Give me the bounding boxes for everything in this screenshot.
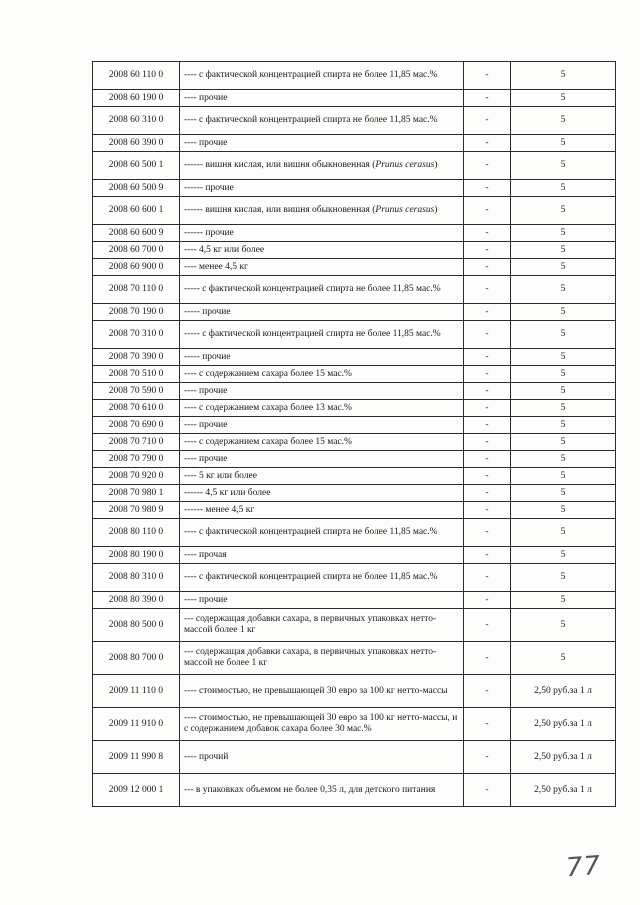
table-row — [93, 366, 616, 383]
unit-cell: - — [464, 242, 511, 259]
rate-cell: 5 — [511, 519, 616, 547]
code-cell: 2008 60 190 0 — [93, 90, 180, 107]
rate-cell: 5 — [511, 180, 616, 197]
handwritten-page-number: 77 — [564, 850, 603, 884]
code-cell: 2008 70 190 0 — [93, 304, 180, 321]
table-row — [93, 774, 616, 807]
description-cell: --- содержащая добавки сахара, в первичных упаковках нетто-массой не более 1 кг — [180, 642, 464, 675]
rate-cell: 5 — [511, 225, 616, 242]
table-row — [93, 434, 616, 451]
rate-cell: 5 — [511, 502, 616, 519]
unit-cell: - — [464, 609, 511, 642]
description-cell: ---- прочие — [180, 90, 464, 107]
description-cell: ---- 4,5 кг или более — [180, 242, 464, 259]
table-row — [93, 564, 616, 592]
rate-cell: 5 — [511, 349, 616, 366]
latin-species-name: Prunus cerasus — [375, 160, 435, 170]
latin-species-name: Prunus cerasus — [375, 205, 435, 215]
rate-cell: 5 — [511, 304, 616, 321]
rate-cell: 2,50 руб.за 1 л — [511, 741, 616, 774]
rate-cell: 5 — [511, 400, 616, 417]
unit-cell: - — [464, 519, 511, 547]
rate-cell: 5 — [511, 366, 616, 383]
table-row — [93, 502, 616, 519]
table-row — [93, 225, 616, 242]
code-cell: 2008 80 390 0 — [93, 592, 180, 609]
rate-cell: 5 — [511, 259, 616, 276]
description-cell: ---- с фактической концентрацией спирта не более 11,85 мас.% — [180, 107, 464, 135]
table-row — [93, 107, 616, 135]
unit-cell: - — [464, 321, 511, 349]
description-cell: ---- с фактической концентрацией спирта не более 11,85 мас.% — [180, 62, 464, 90]
unit-cell: - — [464, 90, 511, 107]
description-cell: ---- прочие — [180, 417, 464, 434]
code-cell: 2008 70 510 0 — [93, 366, 180, 383]
description-cell: ------ вишня кислая, или вишня обыкновенная (Prunus cerasus) — [180, 152, 464, 180]
code-cell: 2008 80 500 0 — [93, 609, 180, 642]
table-row — [93, 609, 616, 642]
description-cell: ---- с фактической концентрацией спирта не более 11,85 мас.% — [180, 564, 464, 592]
rate-cell: 5 — [511, 485, 616, 502]
table-row — [93, 400, 616, 417]
code-cell: 2009 12 000 1 — [93, 774, 180, 807]
table-row — [93, 708, 616, 741]
unit-cell: - — [464, 451, 511, 468]
table-row — [93, 468, 616, 485]
description-cell: ----- прочие — [180, 304, 464, 321]
code-cell: 2008 60 500 1 — [93, 152, 180, 180]
description-cell: ---- прочие — [180, 383, 464, 400]
rate-cell: 5 — [511, 197, 616, 225]
description-cell: ------ вишня кислая, или вишня обыкновенная (Prunus cerasus) — [180, 197, 464, 225]
unit-cell: - — [464, 741, 511, 774]
tariff-table — [92, 61, 616, 807]
rate-cell: 5 — [511, 152, 616, 180]
unit-cell: - — [464, 675, 511, 708]
rate-cell: 5 — [511, 90, 616, 107]
code-cell: 2008 70 980 9 — [93, 502, 180, 519]
rate-cell: 5 — [511, 434, 616, 451]
table-row — [93, 321, 616, 349]
code-cell: 2008 60 900 0 — [93, 259, 180, 276]
rate-cell: 5 — [511, 451, 616, 468]
table-row — [93, 451, 616, 468]
code-cell: 2008 60 110 0 — [93, 62, 180, 90]
code-cell: 2009 11 110 0 — [93, 675, 180, 708]
code-cell: 2008 80 700 0 — [93, 642, 180, 675]
unit-cell: - — [464, 366, 511, 383]
table-row — [93, 675, 616, 708]
unit-cell: - — [464, 774, 511, 807]
rate-cell: 5 — [511, 321, 616, 349]
unit-cell: - — [464, 502, 511, 519]
rate-cell: 5 — [511, 547, 616, 564]
description-cell: --- содержащая добавки сахара, в первичных упаковках нетто-массой более 1 кг — [180, 609, 464, 642]
table-row — [93, 62, 616, 90]
rate-cell: 5 — [511, 135, 616, 152]
code-cell: 2008 70 920 0 — [93, 468, 180, 485]
rate-cell: 5 — [511, 383, 616, 400]
rate-cell: 2,50 руб.за 1 л — [511, 708, 616, 741]
table-row — [93, 135, 616, 152]
description-cell: ---- с фактической концентрацией спирта не более 11,85 мас.% — [180, 519, 464, 547]
unit-cell: - — [464, 642, 511, 675]
rate-cell: 5 — [511, 417, 616, 434]
unit-cell: - — [464, 152, 511, 180]
code-cell: 2008 70 310 0 — [93, 321, 180, 349]
rate-cell: 2,50 руб.за 1 л — [511, 675, 616, 708]
rate-cell: 5 — [511, 468, 616, 485]
code-cell: 2008 70 390 0 — [93, 349, 180, 366]
code-cell: 2008 60 310 0 — [93, 107, 180, 135]
description-cell: ---- прочие — [180, 592, 464, 609]
code-cell: 2008 70 110 0 — [93, 276, 180, 304]
rate-cell: 5 — [511, 592, 616, 609]
description-cell: ---- прочие — [180, 135, 464, 152]
table-row — [93, 383, 616, 400]
code-cell: 2008 80 110 0 — [93, 519, 180, 547]
table-row — [93, 304, 616, 321]
unit-cell: - — [464, 708, 511, 741]
unit-cell: - — [464, 434, 511, 451]
unit-cell: - — [464, 180, 511, 197]
unit-cell: - — [464, 304, 511, 321]
table-row — [93, 519, 616, 547]
table-row — [93, 259, 616, 276]
description-cell: ---- с содержанием сахара более 13 мас.% — [180, 400, 464, 417]
unit-cell: - — [464, 349, 511, 366]
code-cell: 2008 80 190 0 — [93, 547, 180, 564]
unit-cell: - — [464, 197, 511, 225]
code-cell: 2008 70 610 0 — [93, 400, 180, 417]
table-row — [93, 485, 616, 502]
code-cell: 2008 70 790 0 — [93, 451, 180, 468]
table-row — [93, 197, 616, 225]
table-row — [93, 547, 616, 564]
unit-cell: - — [464, 564, 511, 592]
unit-cell: - — [464, 225, 511, 242]
code-cell: 2008 60 700 0 — [93, 242, 180, 259]
unit-cell: - — [464, 276, 511, 304]
code-cell: 2008 60 500 9 — [93, 180, 180, 197]
description-cell: ---- прочая — [180, 547, 464, 564]
description-cell: ----- прочие — [180, 349, 464, 366]
unit-cell: - — [464, 259, 511, 276]
unit-cell: - — [464, 107, 511, 135]
rate-cell: 5 — [511, 609, 616, 642]
code-cell: 2008 60 600 1 — [93, 197, 180, 225]
unit-cell: - — [464, 547, 511, 564]
table-row — [93, 642, 616, 675]
rate-cell: 5 — [511, 242, 616, 259]
description-cell: ------ прочие — [180, 180, 464, 197]
table-row — [93, 90, 616, 107]
code-cell: 2008 70 710 0 — [93, 434, 180, 451]
rate-cell: 5 — [511, 564, 616, 592]
unit-cell: - — [464, 468, 511, 485]
code-cell: 2009 11 990 8 — [93, 741, 180, 774]
unit-cell: - — [464, 417, 511, 434]
code-cell: 2008 60 390 0 — [93, 135, 180, 152]
code-cell: 2008 60 600 9 — [93, 225, 180, 242]
unit-cell: - — [464, 383, 511, 400]
code-cell: 2008 70 590 0 — [93, 383, 180, 400]
code-cell: 2008 70 690 0 — [93, 417, 180, 434]
table-row — [93, 242, 616, 259]
unit-cell: - — [464, 592, 511, 609]
unit-cell: - — [464, 62, 511, 90]
description-cell: ---- менее 4,5 кг — [180, 259, 464, 276]
rate-cell: 5 — [511, 107, 616, 135]
description-cell: --- в упаковках объемом не более 0,35 л, для детского питания — [180, 774, 464, 807]
code-cell: 2008 70 980 1 — [93, 485, 180, 502]
table-row — [93, 592, 616, 609]
table-row — [93, 417, 616, 434]
tariff-table-body — [93, 62, 616, 807]
rate-cell: 5 — [511, 642, 616, 675]
table-row — [93, 349, 616, 366]
description-cell: ---- прочие — [180, 451, 464, 468]
description-cell: ------ прочие — [180, 225, 464, 242]
rate-cell: 5 — [511, 62, 616, 90]
description-cell: ---- прочий — [180, 741, 464, 774]
unit-cell: - — [464, 485, 511, 502]
description-cell: ---- стоимостью, не превышающей 30 евро за 100 кг нетто-массы — [180, 675, 464, 708]
code-cell: 2009 11 910 0 — [93, 708, 180, 741]
table-row — [93, 180, 616, 197]
table-row — [93, 741, 616, 774]
description-cell: ---- с содержанием сахара более 15 мас.% — [180, 366, 464, 383]
unit-cell: - — [464, 400, 511, 417]
description-cell: ---- стоимостью, не превышающей 30 евро за 100 кг нетто-массы, и с содержанием добавок сахара более 30 мас.% — [180, 708, 464, 741]
description-cell: ----- с фактической концентрацией спирта не более 11,85 мас.% — [180, 321, 464, 349]
description-cell: ------ 4,5 кг или более — [180, 485, 464, 502]
table-row — [93, 152, 616, 180]
description-cell: ---- с содержанием сахара более 15 мас.% — [180, 434, 464, 451]
description-cell: ------ менее 4,5 кг — [180, 502, 464, 519]
code-cell: 2008 80 310 0 — [93, 564, 180, 592]
description-cell: ---- 5 кг или более — [180, 468, 464, 485]
table-row — [93, 276, 616, 304]
unit-cell: - — [464, 135, 511, 152]
description-cell: ----- с фактической концентрацией спирта не более 11,85 мас.% — [180, 276, 464, 304]
rate-cell: 2,50 руб.за 1 л — [511, 774, 616, 807]
rate-cell: 5 — [511, 276, 616, 304]
